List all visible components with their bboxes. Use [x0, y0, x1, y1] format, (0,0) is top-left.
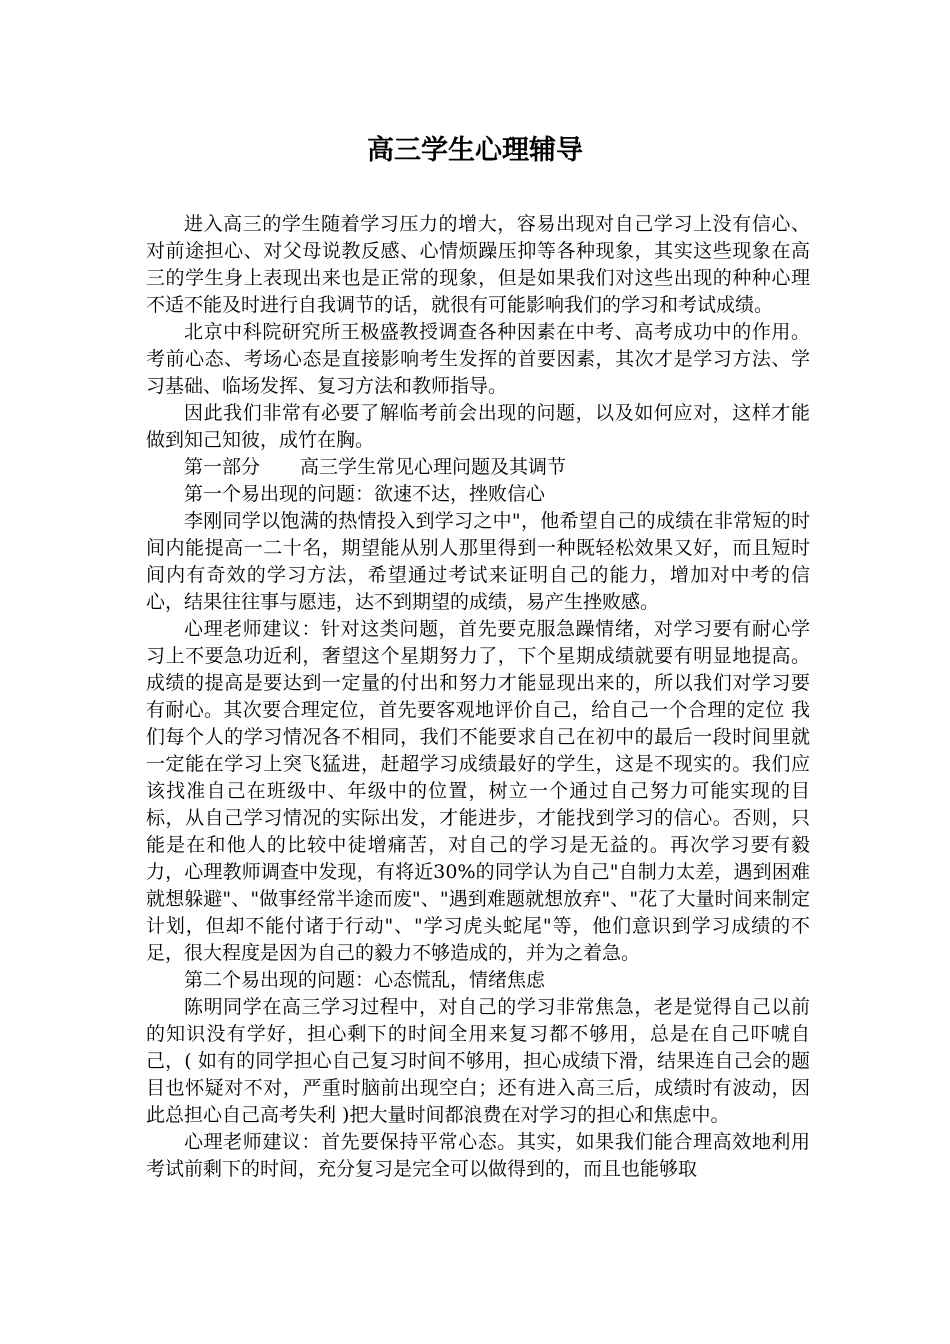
intro-paragraph-1: 进入高三的学生随着学习压力的增大，容易出现对自己学习上没有信心、对前途担心、对父母说教反感、心情烦躁压抑等各种现象，其实这些现象在高三的学生身上表现出来也是正常的现象，但是如果我们对这些出现的种种心理不适不能及时进行自我调节的话，就很有可能影响我们的学习和考试成绩。 — [146, 213, 810, 316]
problem-2-advice: 心理老师建议：首先要保持平常心态。其实，如果我们能合理高效地利用考试前剩下的时间，充分复习是完全可以做得到的，而且也能够取 — [146, 1131, 810, 1180]
document-title: 高三学生心理辅导 — [367, 135, 583, 166]
part-number: 第一部分 — [184, 456, 261, 478]
problem-2-case: 陈明同学在高三学习过程中，对自己的学习非常焦急，老是觉得自己以前的知识没有学好，担心剩下的时间全用来复习都不够用，总是在自己吓唬自己，( 如有的同学担心自己复习时间不够用，担心成绩下滑，结果连自己会的题目也怀疑对不对，严重时脑前出现空白；还有进入高三后，成绩时有波动，因此总担心自己高考失利 )把大量时间都浪费在对学习的担心和焦虑中。 — [146, 996, 810, 1126]
document-body — [146, 211, 810, 1183]
problem-1-advice: 心理老师建议：针对这类问题，首先要克服急躁情绪，对学习要有耐心学习上不要急功近利，奢望这个星期努力了，下个星期成绩就要有明显地提高。成绩的提高是要达到一定量的付出和努力才能显现出来的，所以我们对学习要有耐心。其次要合理定位，首先要客观地评价自己，给自己一个合理的定位 我们每个人的学习情况各不相同，我们不能要求自己在初中的最后一段时间里就一定能在学习上突飞猛进，赶超学习成绩最好的学生，这是不现实的。我们应该找准自己在班级中、年级中的位置，树立一个通过自己努力可能实现的目标，从自己学习情况的实际出发，才能进步，才能找到学习的信心。否则，只能是在和他人的比较中徒增痛苦，对自己的学习是无益的。再次学习要有毅力，心理教师调查中发现，有将近30%的同学认为自己"自制力太差，遇到困难就想躲避"、"做事经常半途而废"、"遇到难题就想放弃"、"花了大量时间来制定计划，但却不能付诸于行动"、"学习虎头蛇尾"等，他们意识到学习成绩的不足，很大程度是因为自己的毅力不够造成的，并为之着急。 — [146, 618, 810, 964]
problem-1-case: 李刚同学以饱满的热情投入到学习之中"，他希望自己的成绩在非常短的时间内能提高一二十名，期望能从别人那里得到一种既轻松效果又好，而且短时间内有奇效的学习方法，希望通过考试来证明自己的能力，增加对中考的信心，结果往往事与愿违，达不到期望的成绩，易产生挫败感。 — [146, 510, 810, 613]
problem-1-heading: 第一个易出现的问题：欲速不达，挫败信心 — [184, 483, 546, 505]
part-heading — [146, 454, 810, 481]
part-title: 高三学生常见心理问题及其调节 — [300, 456, 567, 478]
problem-2-heading: 第二个易出现的问题：心态慌乱，情绪焦虑 — [184, 969, 546, 991]
intro-paragraph-3: 因此我们非常有必要了解临考前会出现的问题，以及如何应对，这样才能做到知己知彼，成竹在胸。 — [146, 402, 810, 451]
intro-paragraph-2: 北京中科院研究所王极盛教授调查各种因素在中考、高考成功中的作用。考前心态、考场心态是直接影响考生发挥的首要因素，其次才是学习方法、学习基础、临场发挥、复习方法和教师指导。 — [146, 321, 810, 397]
